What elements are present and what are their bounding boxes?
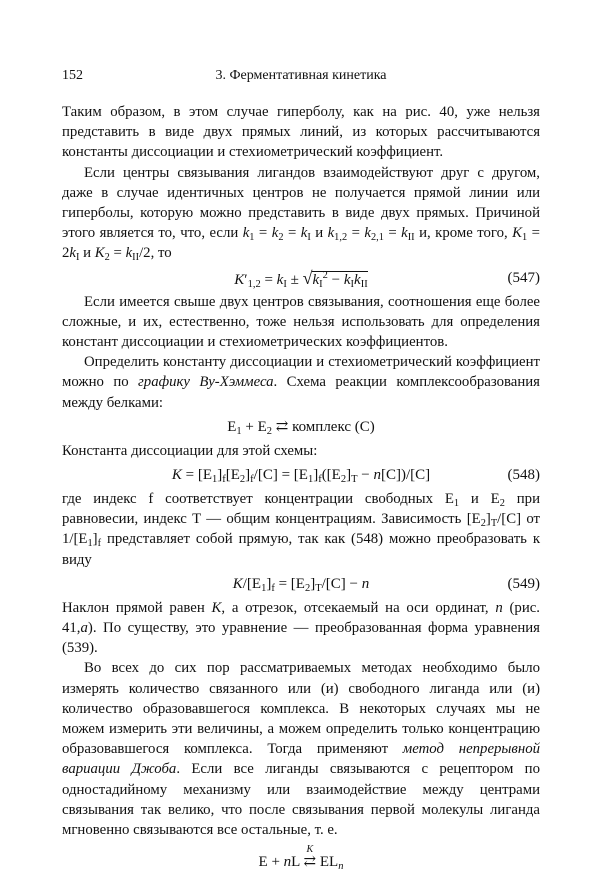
reaction-scheme: $E_1 + E_2$ ⇄ комплекс (C) xyxy=(227,418,375,437)
equation-number-549: (549) xyxy=(507,575,540,592)
equation-549-body: $K/[E_1]_f = [E_2]_T/[C] - n$ xyxy=(232,575,370,594)
paragraph-4: Определить константу диссоциации и стехиометрический коэффициент можно по графику Ву-Хэммеса. Схема реакции комплексообразования между белками: xyxy=(62,354,540,411)
equation-number-548: (548) xyxy=(507,467,540,484)
paragraph-8: Во всех до сих пор рассматриваемых методах необходимо было измерять количество связанного или (и) свободного лиганда или (и) количество образовавшегося комплекса. В некоторых случаях мы не можем измерить эти величины, а можем определить только концентрацию образовавшегося комплекса. Тогда применяют метод непрерывной вариации Джоба. Если все лиганды связываются с рецептором по одностадийному механизму или взаимодействие между центрами связывания так велико, что после связывания первой молекулы лиганда мгновенно связываются все остальные, т. е. xyxy=(62,660,540,839)
page xyxy=(62,60,540,876)
paragraph-5: Константа диссоциации для этой схемы: xyxy=(62,442,318,459)
scheme-complex-label: комплекс (C) xyxy=(292,418,375,435)
equation-547 xyxy=(62,266,540,290)
paragraph-6: где индекс f соответствует концентрации свободных $E_1$ и $E_2$ при равновесии, индекс T — общим концентрациям. Зависимость $[E_2]_T/[C]$ от $1/[E_1]_f$ представляет собой прямую, так как (548) можно преобразовать к виду xyxy=(62,491,541,568)
equation-548-body: $K = [E_1]_f[E_2]_f/[C] = [E_1]_f([E_2]_T - n[C])/[C]$ xyxy=(171,467,431,486)
equation-548 xyxy=(62,463,540,487)
page-number: 152 xyxy=(62,68,83,83)
equation-549 xyxy=(62,572,540,596)
page-header xyxy=(62,60,540,88)
paragraph-2: Если центры связывания лигандов взаимодействуют друг с другом, даже в случае идентичных центров не получается прямой линии или гиперболы, которую можно представить в виде двух прямых. Причиной этого является то, что, если $k_1 = k_2 = k_I$ и $k_{1,2} = k_{2,1} = k_{II}$ и, кроме того, $K_1 = 2k_I$ и $K_2 = k_{II}/2$, то xyxy=(62,164,541,264)
chapter-title: 3. Ферментативная кинетика xyxy=(215,68,387,83)
equation-547-body: $K'_{1,2} = k_I \pm √k_I^2 - k_Ik_{II}$ xyxy=(234,267,368,290)
binding-equation: E + nL K ⇄ $EL_n$ xyxy=(258,844,344,873)
paragraph-3: Если имеется свыше двух центров связывания, соотношения еще более сложные, и их, естественно, тоже нельзя использовать для определения констант диссоциации и стехиометрических коэффициентов. xyxy=(62,293,540,351)
paragraph-7: Наклон прямой равен K, а отрезок, отсекаемый на оси ординат, n (рис. 41,а). По существу, это уравнение — преобразованная форма уравнения (539). xyxy=(62,599,541,657)
paragraph-1: Таким образом, в этом случае гиперболу, как на рис. 40, уже нельзя представить в виде двух прямых линий, из которых рассчитываются константы диссоциации и стехиометрический коэффициент. xyxy=(62,104,540,161)
equation-number-547: (547) xyxy=(507,269,540,286)
